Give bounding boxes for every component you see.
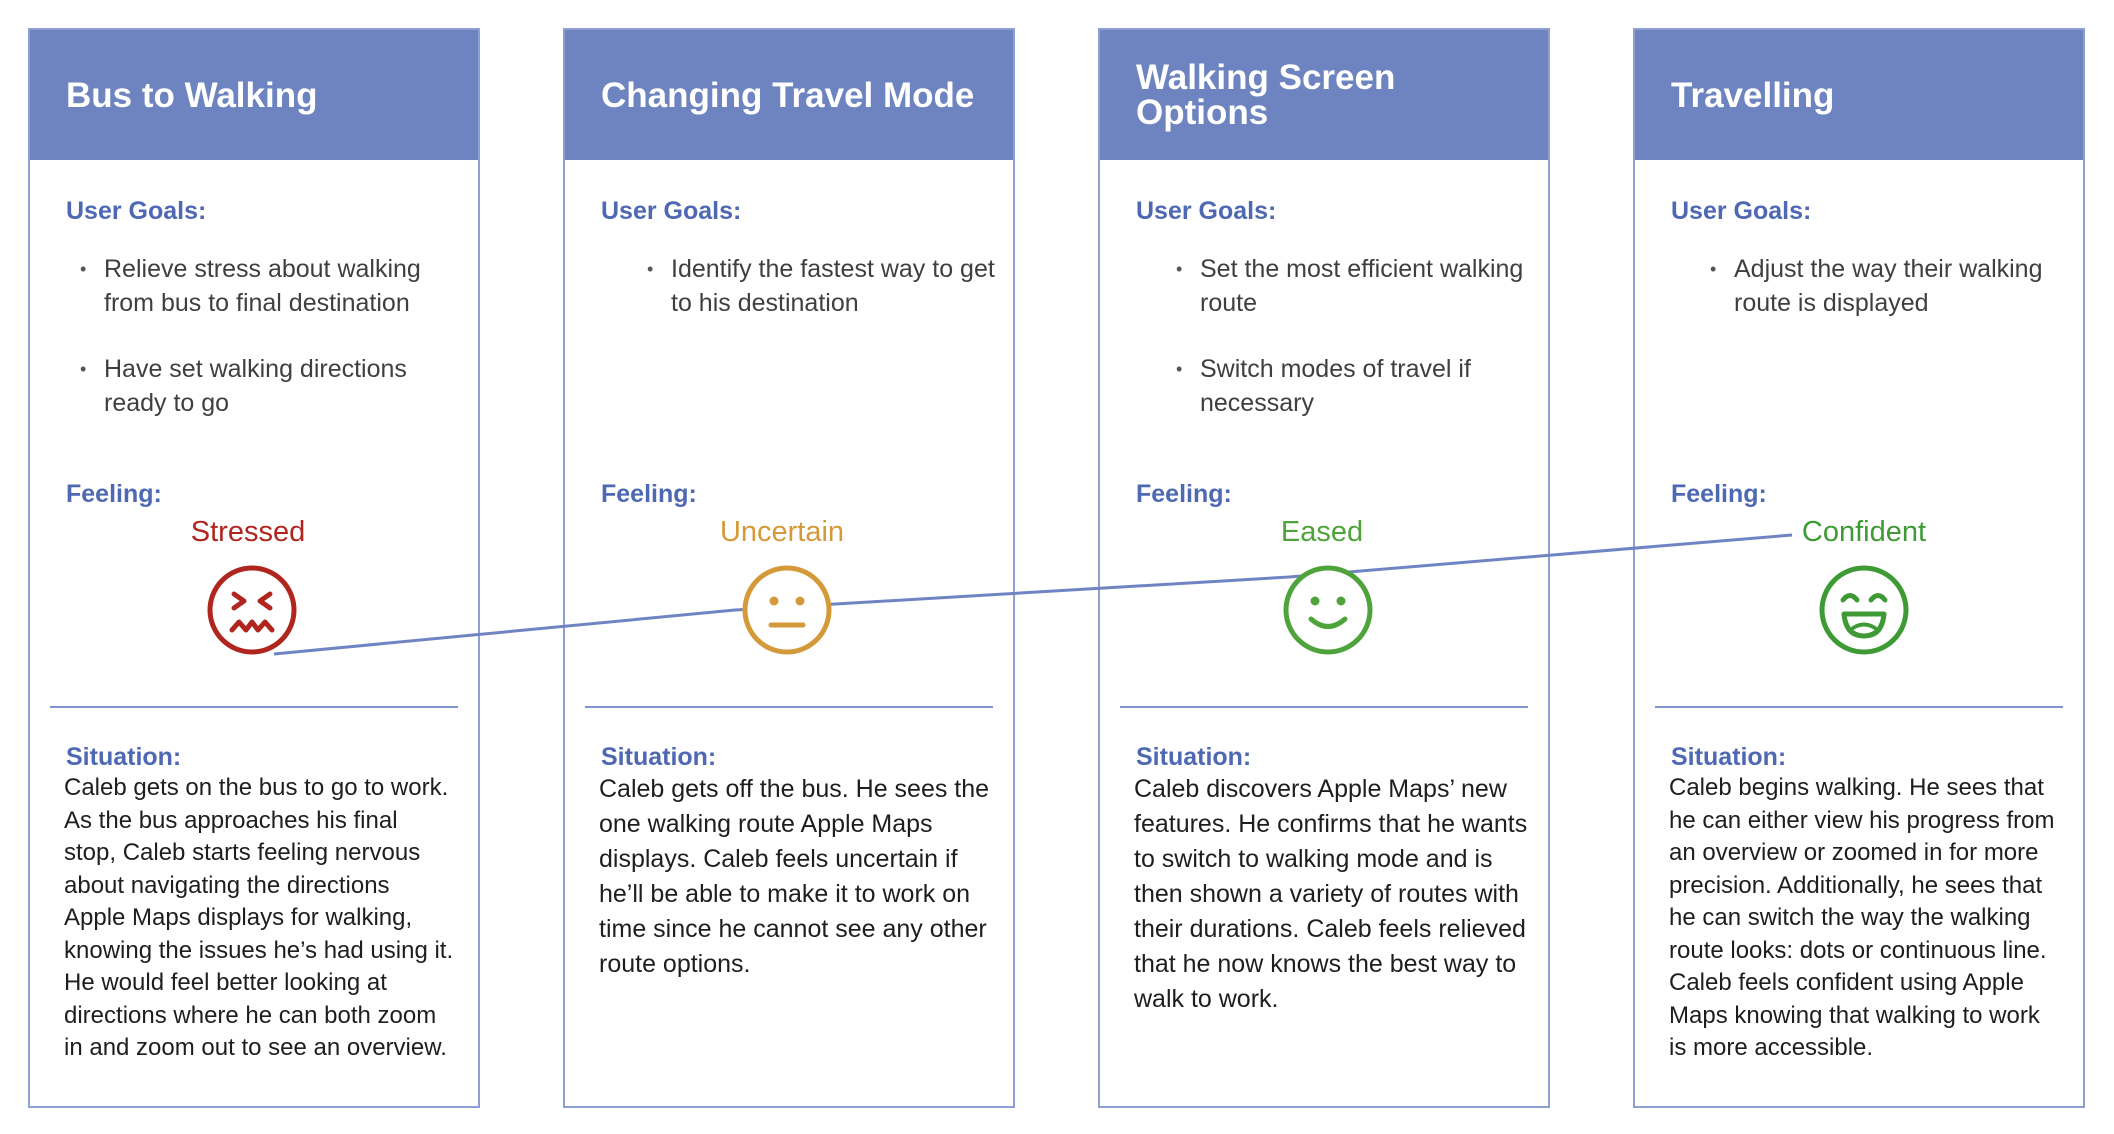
feeling-word-stressed: Stressed <box>190 516 306 548</box>
stage-title: Walking Screen Options <box>1136 58 1396 132</box>
situation-label: Situation: <box>1671 743 1787 771</box>
stressed-face-icon <box>206 564 298 656</box>
situation-text: Caleb gets off the bus. He sees the one walking route Apple Maps displays. Caleb feels uncertain if he’ll be able to make it to work on time since he cannot see any other route options. <box>599 775 990 978</box>
user-goals-label: User Goals: <box>1136 197 1277 225</box>
feeling-word-eased: Eased <box>1280 516 1364 548</box>
user-goals-label: User Goals: <box>1671 197 1812 225</box>
situation-label: Situation: <box>66 743 182 771</box>
stage-title: Travelling <box>1671 75 1835 115</box>
feeling-word-uncertain: Uncertain <box>719 516 845 548</box>
situation-label: Situation: <box>601 743 717 771</box>
goal-item: • Switch modes of travel if necessary <box>1200 352 1540 420</box>
goal-item: • Set the most efficient walking route <box>1200 252 1540 320</box>
goal-item: • Identify the fastest way to get to his destination <box>671 252 1011 320</box>
feeling-label: Feeling: <box>66 480 162 508</box>
user-goals-label: User Goals: <box>66 197 207 225</box>
neutral-face-icon <box>741 564 833 656</box>
feeling-label: Feeling: <box>601 480 697 508</box>
stage-title: Bus to Walking <box>66 75 318 115</box>
goal-item: • Have set walking directions ready to go <box>104 352 444 420</box>
situation-label: Situation: <box>1136 743 1252 771</box>
feeling-label: Feeling: <box>1671 480 1767 508</box>
situation-text: Caleb begins walking. He sees that he can either view his progress from an overview or zoomed in for more precision. Additionally, he sees that he can switch the way the walking route looks: dots or continuous line. Caleb feels confident using Apple Maps knowing that walking to work is more accessible. <box>1669 774 2055 1061</box>
feeling-word-confident: Confident <box>1801 516 1927 548</box>
feeling-label: Feeling: <box>1136 480 1232 508</box>
user-goals-label: User Goals: <box>601 197 742 225</box>
situation-text: Caleb gets on the bus to go to work. As the bus approaches his final stop, Caleb starts feeling nervous about navigating the directions Apple Maps displays for walking, knowing the issues he’s had using it. He would feel better looking at directions where he can both zoom in and zoom out to see an overview. <box>64 774 454 1061</box>
stage-title: Changing Travel Mode <box>601 75 975 115</box>
grinning-face-icon <box>1818 564 1910 656</box>
smiling-face-icon <box>1282 564 1374 656</box>
goal-item: • Relieve stress about walking from bus to final destination <box>104 252 444 320</box>
situation-text: Caleb discovers Apple Maps’ new features. He confirms that he wants to switch to walking mode and is then shown a variety of routes with their durations. Caleb feels relieved that he now knows the best way to walk to work. <box>1134 775 1528 1013</box>
goal-item: • Adjust the way their walking route is displayed <box>1734 252 2074 320</box>
